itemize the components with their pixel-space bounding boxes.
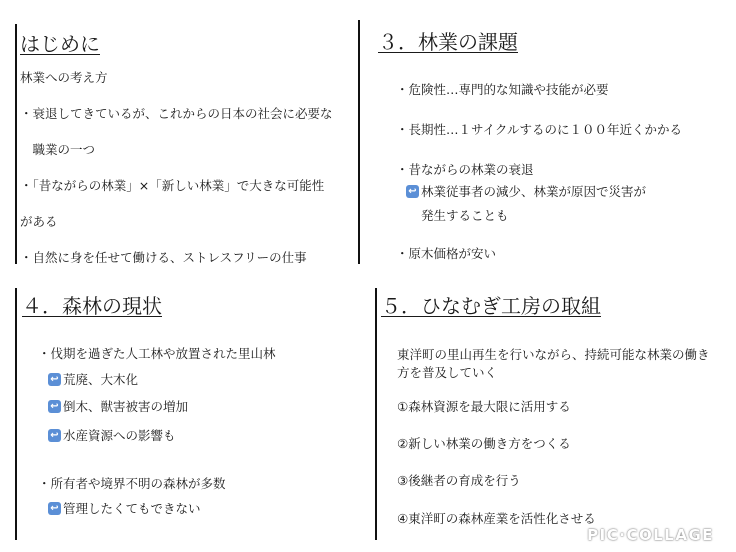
panel3-subitem xyxy=(406,182,646,200)
panel-divider xyxy=(358,20,360,264)
panel4-subitem-text: 水産資源への影響も xyxy=(63,428,176,443)
panel4-border xyxy=(15,288,17,540)
panel1-line: 職業の一つ xyxy=(20,142,96,157)
watermark: PIC·COLLAGE xyxy=(587,526,714,544)
panel5-item: ③後継者の育成を行う xyxy=(397,473,521,488)
panel1-border xyxy=(15,24,17,264)
return-arrow-icon: ↩ xyxy=(48,400,61,413)
panel5-intro: 方を普及していく xyxy=(397,365,498,380)
panel4-subitem-text: 管理したくてもできない xyxy=(63,501,201,516)
panel4-subitem xyxy=(48,370,138,388)
panel4-subitem xyxy=(48,426,176,444)
panel5-item: ①森林資源を最大限に活用する xyxy=(397,399,571,414)
panel1-title: はじめに xyxy=(20,32,100,56)
panel3-item: ・昔ながらの林業の衰退 xyxy=(396,162,534,177)
panel3-item: ・危険性…専門的な知識や技能が必要 xyxy=(396,82,609,97)
panel1-line: ・「昔ながらの林業」×「新しい林業」で大きな可能性 xyxy=(20,178,325,193)
return-arrow-icon: ↩ xyxy=(48,502,61,515)
panel3-title: ３．林業の課題 xyxy=(378,30,518,54)
panel5-intro: 東洋町の里山再生を行いながら、持続可能な林業の働き xyxy=(397,347,710,362)
panel4-subitem-text: 荒廃、大木化 xyxy=(63,372,139,387)
panel4-title: ４．森林の現状 xyxy=(22,294,162,318)
panel5-item: ④東洋町の森林産業を活性化させる xyxy=(397,511,596,526)
panel1-line: ・自然に身を任せて働ける、ストレスフリーの仕事 xyxy=(20,250,307,265)
panel3-subitem-text: 林業従事者の減少、林業が原因で災害が xyxy=(421,184,647,199)
panel1-line: 林業への考え方 xyxy=(20,70,108,85)
panel3-item: ・原木価格が安い xyxy=(396,246,497,261)
panel1-line: がある xyxy=(20,214,58,229)
panel4-item: ・伐期を過ぎた人工林や放置された里山林 xyxy=(38,346,276,361)
return-arrow-icon: ↩ xyxy=(406,185,419,198)
panel5-item: ②新しい林業の働き方をつくる xyxy=(397,436,571,451)
panel5-border xyxy=(375,288,377,540)
panel5-title: ５．ひなむぎ工房の取組 xyxy=(381,294,601,318)
panel4-subitem-text: 倒木、獣害被害の増加 xyxy=(63,399,189,414)
return-arrow-icon: ↩ xyxy=(48,429,61,442)
panel3-item: ・長期性…１サイクルするのに１００年近くかかる xyxy=(396,122,683,137)
panel1-line: ・衰退してきているが、これからの日本の社会に必要な xyxy=(20,106,333,121)
panel4-item: ・所有者や境界不明の森林が多数 xyxy=(38,476,226,491)
panel4-subitem xyxy=(48,499,201,517)
panel4-subitem xyxy=(48,397,188,415)
return-arrow-icon: ↩ xyxy=(48,373,61,386)
panel3-subitem-cont: 発生することも xyxy=(421,208,509,223)
